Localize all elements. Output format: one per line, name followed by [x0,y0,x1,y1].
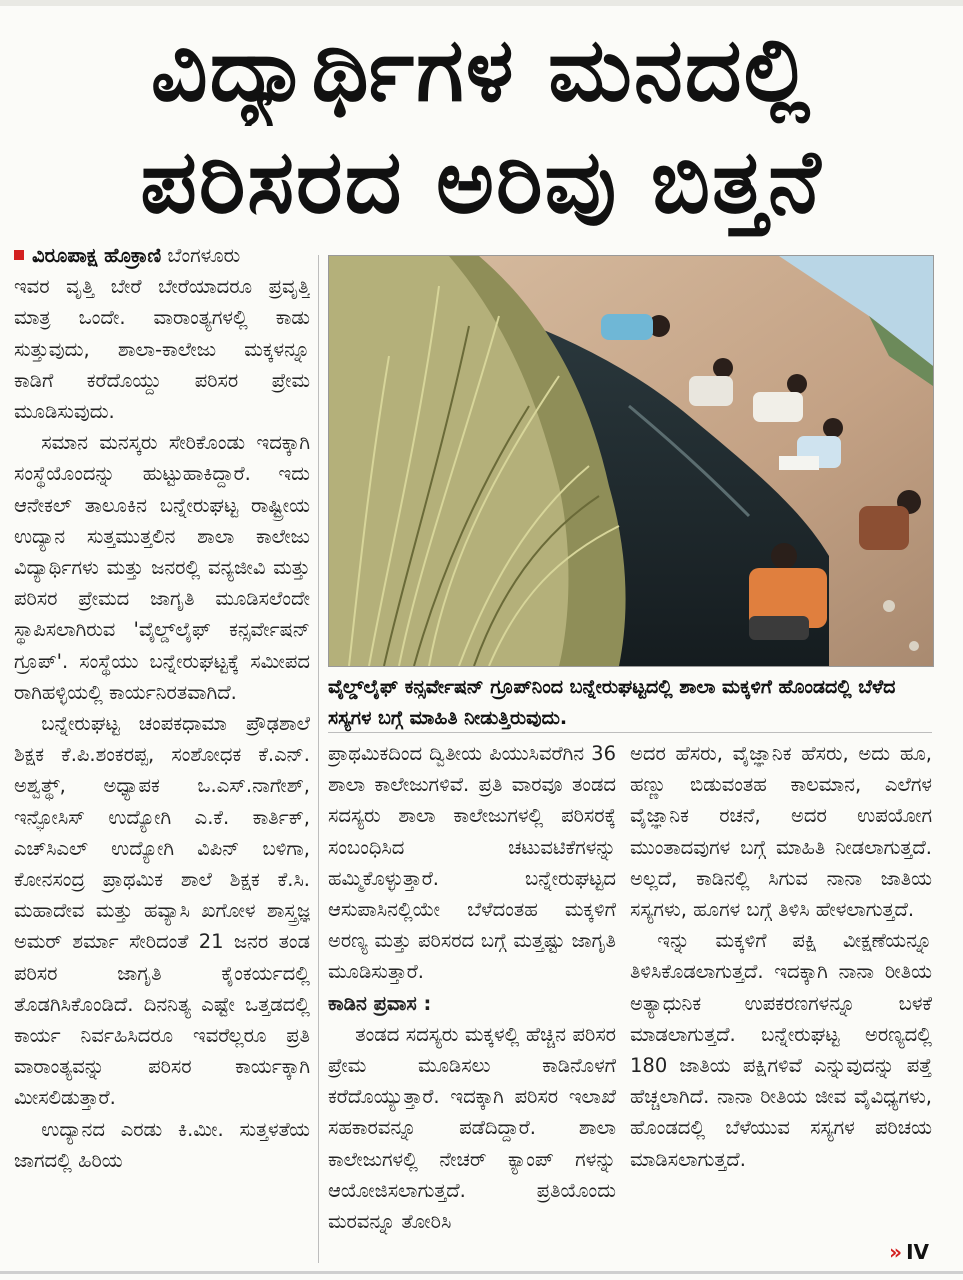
photo-caption: ವೈಲ್ಡ್‌ಲೈಫ್ ಕನ್ಸರ್ವೇಷನ್ ಗ್ರೂಪ್‌ನಿಂದ ಬನ್ನೇರುಘಟ್ಟದಲ್ಲಿ ಶಾಲಾ ಮಕ್ಕಳಿಗೆ ಹೊಂಡದಲ್ಲಿ ಬೆಳೆದ ಸಸ್ಯಗಳ ಬಗ್ಗೆ ಮಾಹಿತಿ ನೀಡುತ್ತಿರುವುದು. [328,676,896,729]
paragraph: ಪ್ರಾಥಮಿಕದಿಂದ ದ್ವಿತೀಯ ಪಿಯುಸಿವರೆಗಿನ 36 ಶಾಲಾ ಕಾಲೇಜುಗಳಿವೆ. ಪ್ರತಿ ವಾರವೂ ತಂಡದ ಸದಸ್ಯರು ಶಾಲಾ ಕಾಲೇಜುಗಳಲ್ಲಿ ಪರಿಸರಕ್ಕೆ ಸಂಬಂಧಿಸಿದ ಚಟುವಟಿಕೆಗಳನ್ನು ಹಮ್ಮಿಕೊಳ್ಳುತ್ತಾರೆ. ಬನ್ನೇರುಘಟ್ಟದ ಆಸುಪಾಸಿನಲ್ಲಿಯೇ ಬೆಳೆದಂತಹ ಮಕ್ಕಳಿಗೆ ಅರಣ್ಯ ಮತ್ತು ಪರಿಸರದ ಬಗ್ಗೆ ಮತ್ತಷ್ಟು ಜಾಗೃತಿ ಮೂಡಿಸುತ್ತಾರೆ. [328,742,616,984]
byline [14,240,310,271]
headline-line-2: ಪರಿಸರದ ಅರಿವು ಬಿತ್ತನೆ [140,130,823,233]
top-rule [0,0,963,6]
paragraph: ಬನ್ನೇರುಘಟ್ಟ ಚಂಪಕಧಾಮಾ ಪ್ರೌಢಶಾಲೆ ಶಿಕ್ಷಕ ಕೆ.ಪಿ.ಶಂಕರಪ್ಪ, ಸಂಶೋಧಕ ಕೆ.ಎನ್. ಅಶ್ವತ್ಥ್, ಅಧ್ಯಾಪಕ ಒ.ಎಸ್.ನಾಗೇಶ್, ಇನ್ಫೋಸಿಸ್ ಉದ್ಯೋಗಿ ಎ.ಕೆ. ಕಾರ್ತಿಕ್, ಎಚ್‌ಸಿಎಲ್ ಉದ್ಯೋಗಿ ವಿಪಿನ್ ಬಳಿಗಾ, ಕೋನಸಂದ್ರ ಪ್ರಾಥಮಿಕ ಶಾಲೆ ಶಿಕ್ಷಕ ಕೆ.ಸಿ. ಮಹಾದೇವ ಮತ್ತು ಹವ್ಯಾಸಿ ಖಗೋಳ ಶಾಸ್ತ್ರಜ್ಞ ಅಮರ್ ಶರ್ಮಾ ಸೇರಿದಂತೆ 21 ಜನರ ತಂಡ ಪರಿಸರ ಜಾಗೃತಿ ಕೈಂಕರ್ಯದಲ್ಲಿ ತೊಡಗಿಸಿಕೊಂಡಿದೆ. ದಿನನಿತ್ಯ ಎಷ್ಟೇ ಒತ್ತಡದಲ್ಲಿ ಕಾರ್ಯ ನಿರ್ವಹಿಸಿದರೂ ಇವರೆಲ್ಲರೂ ಪ್ರತಿ ವಾರಾಂತ್ಯವನ್ನು ಪರಿಸರ ಕಾರ್ಯಕ್ಕಾಗಿ ಮೀಸಲಿಡುತ್ತಾರೆ. [14,712,310,1110]
page-marker [889,1240,929,1264]
paragraph: ತಂಡದ ಸದಸ್ಯರು ಮಕ್ಕಳಲ್ಲಿ ಹೆಚ್ಚಿನ ಪರಿಸರ ಪ್ರೇಮ ಮೂಡಿಸಲು ಕಾಡಿನೊಳಗೆ ಕರೆದೊಯ್ಯುತ್ತಾರೆ. ಇದಕ್ಕಾಗಿ ಪರಿಸರ ಇಲಾಖೆ ಸಹಕಾರವನ್ನೂ ಪಡೆದಿದ್ದಾರೆ. ಶಾಲಾ ಕಾಲೇಜುಗಳಲ್ಲಿ ನೇಚರ್ ಕ್ಯಾಂಪ್ ಗಳನ್ನು ಆಯೋಜಿಸಲಾಗುತ್ತದೆ. ಪ್ರತಿಯೊಂದು ಮರವನ್ನೂ ತೋರಿಸಿ [328,1022,616,1234]
byline-bullet-icon [14,250,24,260]
byline-city: ಬೆಂಗಳೂರು [167,244,241,267]
caption-divider [328,732,932,733]
headline [0,14,963,238]
continue-arrows-icon: » [889,1240,903,1264]
byline-author: ವಿರೂಪಾಕ್ಷ ಹೊಕ್ರಾಣಿ [32,244,162,267]
article-column-middle [328,738,616,1263]
photo-illustration [329,256,933,666]
headline-line-1: ವಿದ್ಯಾರ್ಥಿಗಳ ಮನದಲ್ಲಿ [150,18,813,121]
bottom-rule [0,1271,963,1274]
paragraph: ಉದ್ಯಾನದ ಎರಡು ಕಿ.ಮೀ. ಸುತ್ತಳತೆಯ ಜಾಗದಲ್ಲಿ ಹಿರಿಯ [14,1117,310,1172]
article-photo [328,255,934,667]
paragraph: ಇನ್ನು ಮಕ್ಕಳಿಗೆ ಪಕ್ಷಿ ವೀಕ್ಷಣೆಯನ್ನೂ ತಿಳಿಸಿಕೊಡಲಾಗುತ್ತದೆ. ಇದಕ್ಕಾಗಿ ನಾನಾ ರೀತಿಯ ಅತ್ಯಾಧುನಿಕ ಉಪಕರಣಗಳನ್ನೂ ಬಳಕೆ ಮಾಡಲಾಗುತ್ತದೆ. ಬನ್ನೇರುಘಟ್ಟ ಅರಣ್ಯದಲ್ಲಿ 180 ಜಾತಿಯ ಪಕ್ಷಿಗಳಿವೆ ಎನ್ನುವುದನ್ನು ಪತ್ತೆ ಹೆಚ್ಚಲಾಗಿದೆ. ನಾನಾ ರೀತಿಯ ಜೀವ ವೈವಿಧ್ಯಗಳು, ಹೊಂಡದಲ್ಲಿ ಬೆಳೆಯುವ ಸಸ್ಯಗಳ ಪರಿಚಯ ಮಾಡಿಸಲಾಗುತ್ತದೆ. [630,929,932,1171]
paragraph: ಅದರ ಹೆಸರು, ವೈಜ್ಞಾನಿಕ ಹೆಸರು, ಅದು ಹೂ, ಹಣ್ಣು ಬಿಡುವಂತಹ ಕಾಲಮಾನ, ಎಲೆಗಳ ವೈಜ್ಞಾನಿಕ ರಚನೆ, ಅದರ ಉಪಯೋಗ ಮುಂತಾದವುಗಳ ಬಗ್ಗೆ ಮಾಹಿತಿ ನೀಡಲಾಗುತ್ತದೆ. ಅಲ್ಲದೆ, ಕಾಡಿನಲ್ಲಿ ಸಿಗುವ ನಾನಾ ಜಾತಿಯ ಸಸ್ಯಗಳು, ಹೂಗಳ ಬಗ್ಗೆ ತಿಳಿಸಿ ಹೇಳಲಾಗುತ್ತದೆ. [630,742,932,922]
article-column-left [14,240,310,1260]
paragraph: ಇವರ ವೃತ್ತಿ ಬೇರೆ ಬೇರೆಯಾದರೂ ಪ್ರವೃತ್ತಿ ಮಾತ್ರ ಒಂದೇ. ವಾರಾಂತ್ಯಗಳಲ್ಲಿ ಕಾಡು ಸುತ್ತುವುದು, ಶಾಲಾ-ಕಾಲೇಜು ಮಕ್ಕಳನ್ನೂ ಕಾಡಿಗೆ ಕರೆದೊಯ್ದು ಪರಿಸರ ಪ್ರೇಮ ಮೂಡಿಸುವುದು. [14,275,310,424]
page-marker-label: IV [906,1240,929,1264]
subhead: ಕಾಡಿನ ಪ್ರವಾಸ : [328,991,432,1015]
paragraph: ಸಮಾನ ಮನಸ್ಕರು ಸೇರಿಕೊಂಡು ಇದಕ್ಕಾಗಿ ಸಂಸ್ಥೆಯೊಂದನ್ನು ಹುಟ್ಟುಹಾಕಿದ್ದಾರೆ. ಇದು ಆನೇಕಲ್ ತಾಲೂಕಿನ ಬನ್ನೇರುಘಟ್ಟ ರಾಷ್ಟ್ರೀಯ ಉದ್ಯಾನ ಸುತ್ತಮುತ್ತಲಿನ ಶಾಲಾ ಕಾಲೇಜು ವಿದ್ಯಾರ್ಥಿಗಳು ಮತ್ತು ಜನರಲ್ಲಿ ವನ್ಯಜೀವಿ ಮತ್ತು ಪರಿಸರ ಪ್ರೇಮದ ಜಾಗೃತಿ ಮೂಡಿಸಲೆಂದೇ ಸ್ಥಾಪಿಸಲಾಗಿರುವ 'ವೈಲ್ಡ್‌ಲೈಫ್ ಕನ್ಸರ್ವೇಷನ್ ಗ್ರೂಪ್'. ಸಂಸ್ಥೆಯು ಬನ್ನೇರುಘಟ್ಟಕ್ಕೆ ಸಮೀಪದ ರಾಗಿಹಳ್ಳಿಯಲ್ಲಿ ಕಾರ್ಯನಿರತವಾಗಿದೆ. [14,431,310,704]
column-divider [318,255,319,1263]
article-column-right [630,738,932,1263]
